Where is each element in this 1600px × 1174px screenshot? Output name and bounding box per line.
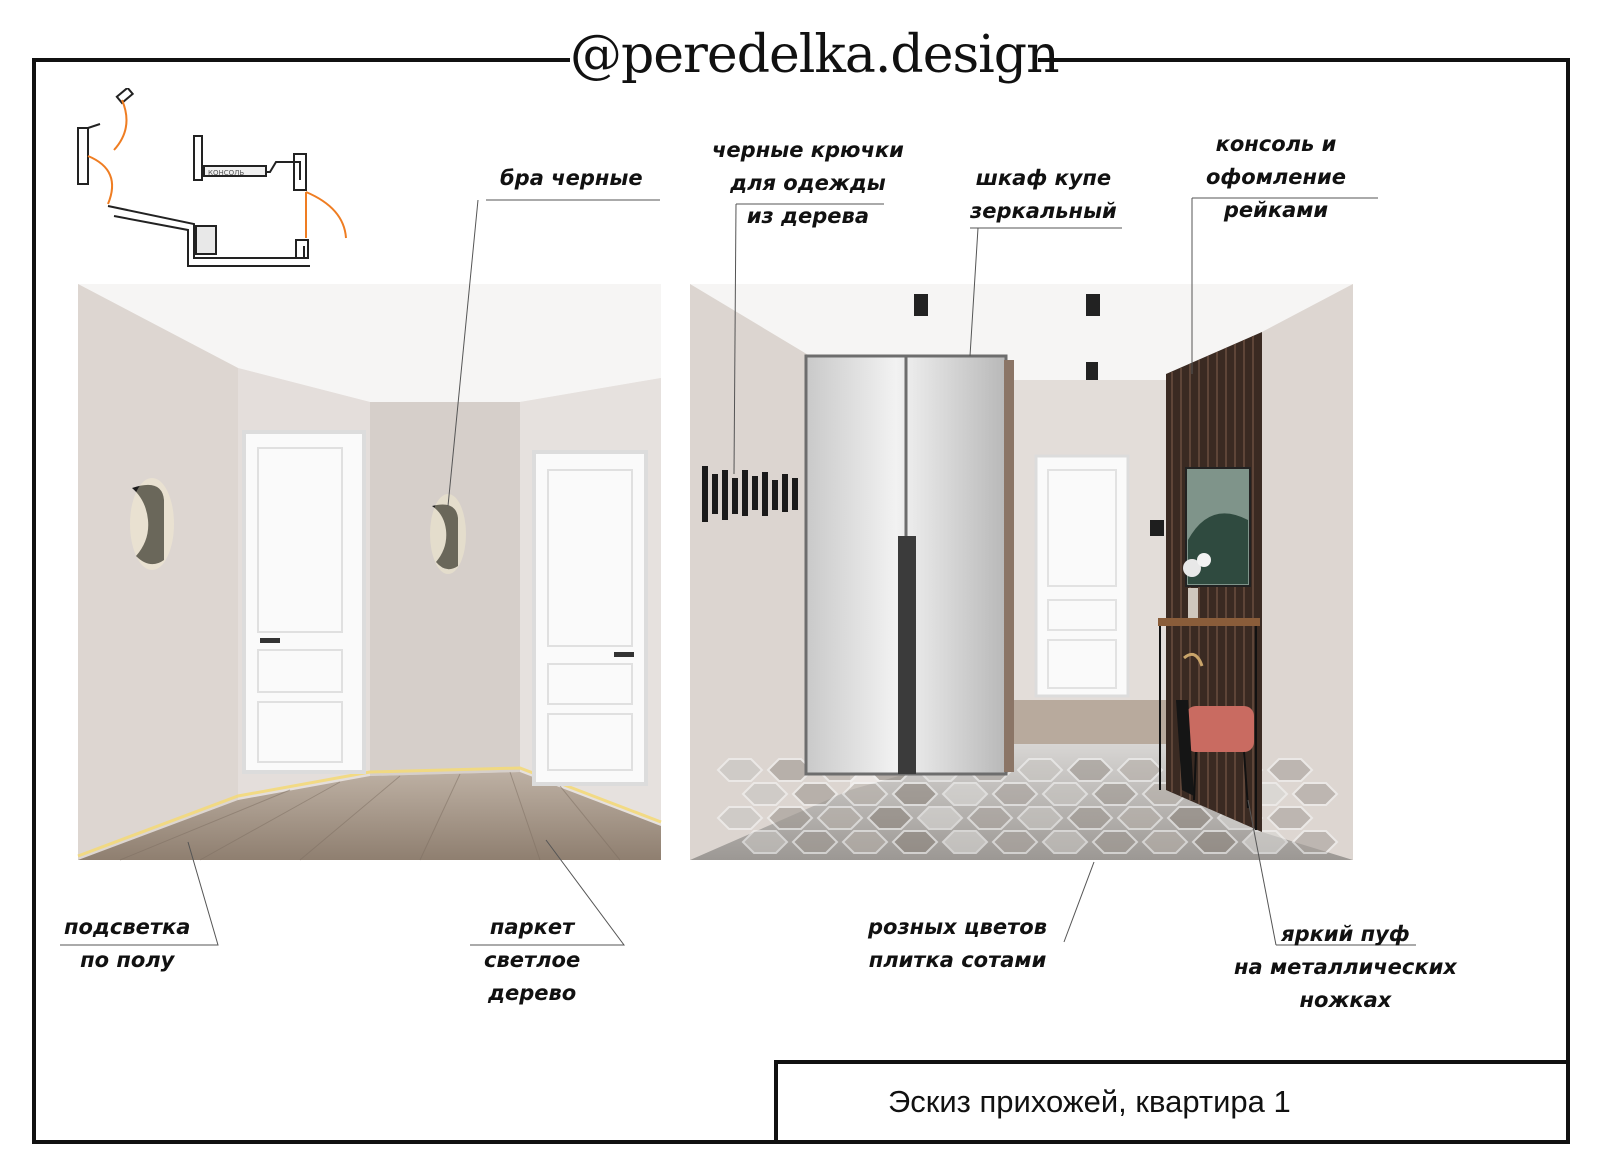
pouf xyxy=(1186,706,1254,752)
title-block xyxy=(774,1060,1570,1144)
hex-tile xyxy=(793,783,837,805)
label-hooks: черные крючки для одежды из дерева xyxy=(712,138,904,228)
hex-tile xyxy=(1168,807,1212,829)
hex-tile xyxy=(818,807,862,829)
label-pouf: яркий пуф на металлических ножках xyxy=(1234,922,1457,1012)
hex-tile xyxy=(1243,831,1287,853)
label-floor-light: подсветка по полу xyxy=(64,915,191,972)
hex-tile xyxy=(868,807,912,829)
hex-tile xyxy=(1193,831,1237,853)
hex-tile xyxy=(1093,831,1137,853)
hex-tile xyxy=(1293,831,1337,853)
hex-tile xyxy=(843,783,887,805)
hex-tile xyxy=(718,807,762,829)
label-sconces: бра черные xyxy=(500,166,643,190)
right-render xyxy=(690,284,1353,860)
hex-tile xyxy=(943,831,987,853)
ceiling-spot-2 xyxy=(1086,294,1100,316)
hex-tile xyxy=(743,831,787,853)
hex-tile xyxy=(1293,783,1337,805)
label-tiles: розных цветов плитка сотами xyxy=(868,915,1048,972)
brand-watermark: @peredelka.design xyxy=(570,20,1038,90)
hex-tile xyxy=(1018,807,1062,829)
hex-tile xyxy=(1118,807,1162,829)
hex-tile xyxy=(1268,759,1312,781)
hex-tile xyxy=(968,807,1012,829)
hex-tile xyxy=(1093,783,1137,805)
hex-tile xyxy=(993,831,1037,853)
hex-tile xyxy=(893,783,937,805)
hex-tile xyxy=(843,831,887,853)
hex-tile xyxy=(1043,783,1087,805)
hex-tile xyxy=(1043,831,1087,853)
hex-tile xyxy=(943,783,987,805)
hex-tile xyxy=(768,807,812,829)
hex-tile xyxy=(718,759,762,781)
door-left xyxy=(244,432,364,772)
hex-tile xyxy=(1118,759,1162,781)
hex-tile xyxy=(1143,831,1187,853)
label-console: консоль и офомление рейками xyxy=(1206,132,1346,222)
hex-tile xyxy=(1068,807,1112,829)
hex-tile xyxy=(893,831,937,853)
plan-console-label: КОНСОЛЬ xyxy=(208,169,245,177)
ceiling-spot-3 xyxy=(1086,362,1098,380)
door-right xyxy=(534,452,646,784)
left-render xyxy=(78,284,661,860)
hex-tile xyxy=(793,831,837,853)
console-table xyxy=(1158,618,1260,626)
hex-tile xyxy=(918,807,962,829)
door-back xyxy=(1036,456,1128,696)
hex-tile xyxy=(743,783,787,805)
label-wardrobe: шкаф купе зеркальный xyxy=(970,166,1117,223)
hex-tile xyxy=(1018,759,1062,781)
hex-tile xyxy=(1268,807,1312,829)
hex-tile xyxy=(993,783,1037,805)
label-parquet: паркет светлое дерево xyxy=(484,915,581,1005)
sheet-title: Эскиз прихожей, квартира 1 xyxy=(888,1084,1291,1119)
ceiling-spot-1 xyxy=(914,294,928,316)
hex-tile xyxy=(1068,759,1112,781)
